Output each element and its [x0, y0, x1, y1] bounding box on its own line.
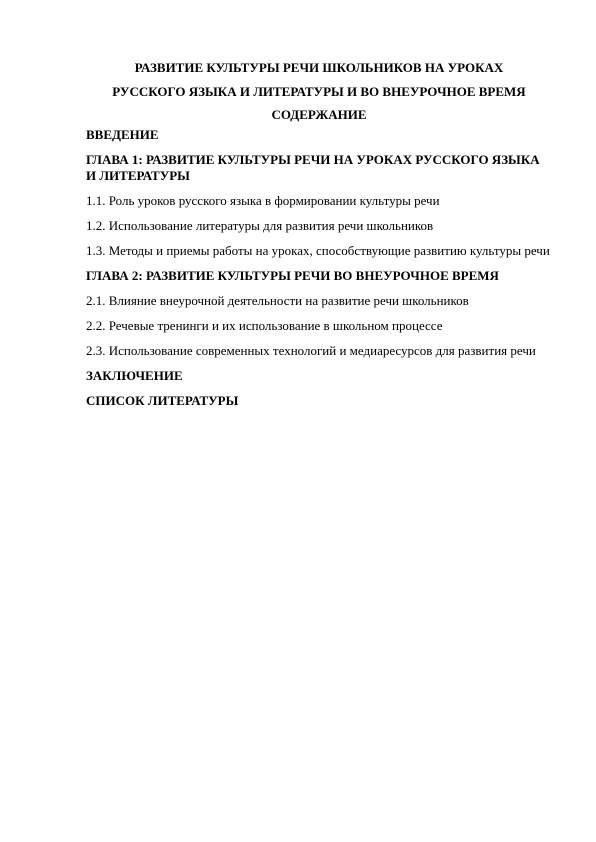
toc-entry-chapter-1: ГЛАВА 1: РАЗВИТИЕ КУЛЬТУРЫ РЕЧИ НА УРОКАХ РУССКОГО ЯЗЫКА И ЛИТЕРАТУРЫ: [86, 152, 540, 183]
document-title-line-2: РУССКОГО ЯЗЫКА И ЛИТЕРАТУРЫ И ВО ВНЕУРОЧНОЕ ВРЕМЯ: [112, 84, 526, 99]
toc-entry-2-3: 2.3. Использование современных технологий и медиаресурсов для развития речи: [86, 343, 536, 358]
document-content: [86, 56, 552, 418]
toc-entry-introduction: ВВЕДЕНИЕ: [86, 127, 159, 142]
toc-entry-conclusion: ЗАКЛЮЧЕНИЕ: [86, 368, 183, 383]
toc-entry-bibliography: СПИСОК ЛИТЕРАТУРЫ: [86, 393, 239, 408]
toc-heading: СОДЕРЖАНИЕ: [271, 107, 367, 122]
toc-entry-1-1: 1.1. Роль уроков русского языка в формировании культуры речи: [86, 193, 440, 208]
toc-entry-1-3: 1.3. Методы и приемы работы на уроках, способствующие развитию культуры речи: [86, 243, 550, 258]
toc-entry-2-2: 2.2. Речевые тренинги и их использование в школьном процессе: [86, 318, 443, 333]
document-title-line-1: РАЗВИТИЕ КУЛЬТУРЫ РЕЧИ ШКОЛЬНИКОВ НА УРОКАХ: [134, 60, 504, 75]
toc-entry-2-1: 2.1. Влияние внеурочной деятельности на развитие речи школьников: [86, 293, 469, 308]
table-of-contents: [86, 127, 552, 409]
toc-entry-1-2: 1.2. Использование литературы для развития речи школьников: [86, 218, 434, 233]
toc-entry-chapter-2: ГЛАВА 2: РАЗВИТИЕ КУЛЬТУРЫ РЕЧИ ВО ВНЕУРОЧНОЕ ВРЕМЯ: [86, 268, 499, 283]
